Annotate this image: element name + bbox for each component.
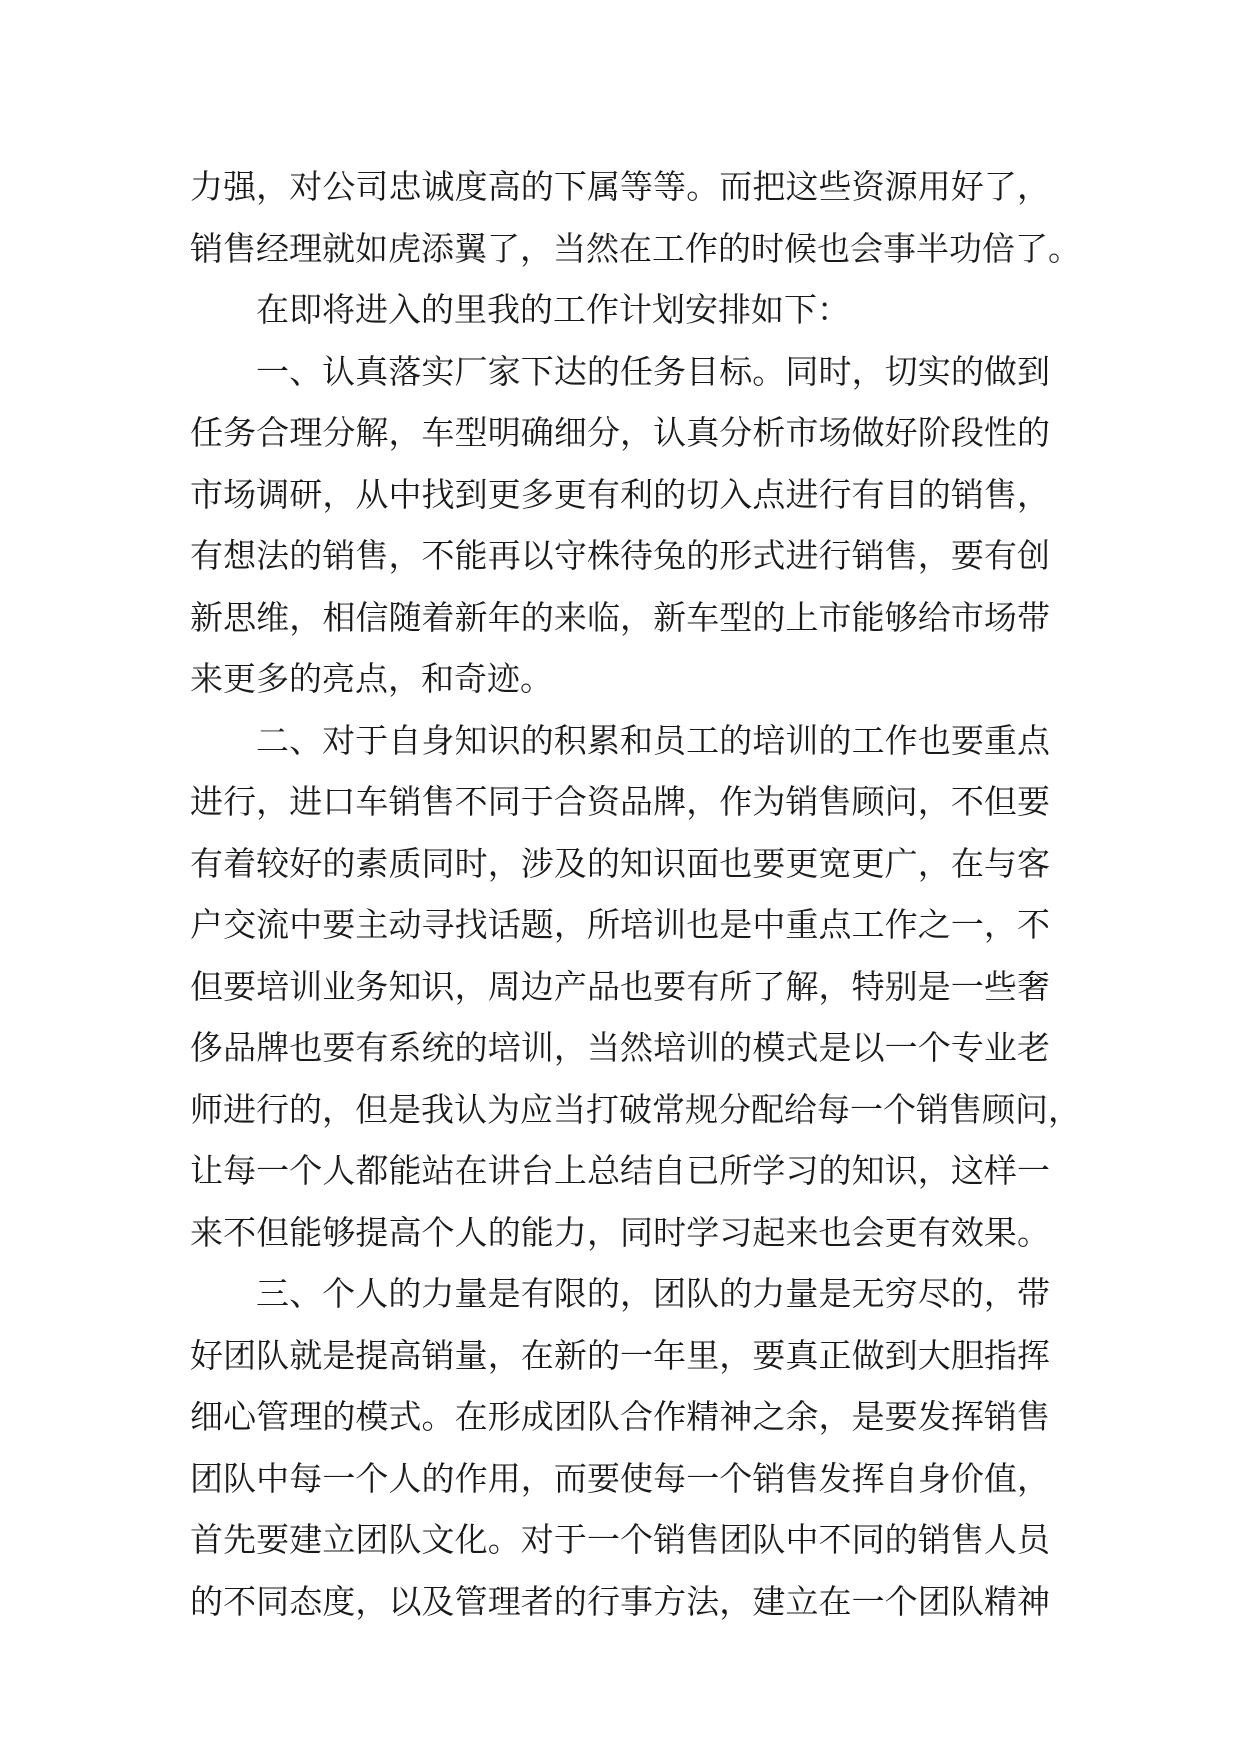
text-line: 细心管理的模式。在形成团队合作精神之余，是要发挥销售 (190, 1397, 1050, 1436)
text-line: 新思维，相信随着新年的来临，新车型的上市能够给市场带 (190, 597, 1050, 637)
text-line: 让每一个人都能站在讲台上总结自已所学习的知识，这样一 (190, 1151, 1050, 1190)
text-line: 师进行的，但是我认为应当打破常规分配给每一个销售顾问， (190, 1089, 1081, 1129)
text-line: 来不但能够提高个人的能力，同时学习起来也会更有效果。 (190, 1212, 1050, 1252)
text-line: 但要培训业务知识，周边产品也要有所了解，特别是一些奢 (190, 966, 1050, 1006)
text-line: 来更多的亮点，和奇迹。 (190, 659, 553, 698)
text-line: 在即将进入的里我的工作计划安排如下： (256, 290, 850, 329)
text-line: 任务合理分解，车型明确细分，认真分析市场做好阶段性的 (190, 413, 1050, 452)
text-line: 力强，对公司忠诚度高的下属等等。而把这些资源用好了， (190, 167, 1050, 206)
text-line: 团队中每一个人的作用，而要使每一个销售发挥自身价值， (190, 1458, 1050, 1498)
text-line: 有着较好的素质同时，涉及的知识面也要更宽更广，在与客 (190, 843, 1050, 883)
text-line: 侈品牌也要有系统的培训，当然培训的模式是以一个专业老 (190, 1028, 1050, 1067)
text-line: 的不同态度，以及管理者的行事方法，建立在一个团队精神 (190, 1581, 1050, 1621)
text-line: 二、对于自身知识的积累和员工的培训的工作也要重点 (256, 720, 1050, 760)
body-text (190, 156, 1090, 1632)
text-line: 有想法的销售，不能再以守株待兔的形式进行销售，要有创 (190, 536, 1050, 575)
text-line: 进行，进口车销售不同于合资品牌，作为销售顾问，不但要 (190, 782, 1050, 821)
text-line: 首先要建立团队文化。对于一个销售团队中不同的销售人员 (190, 1520, 1050, 1559)
text-line: 一、认真落实厂家下达的任务目标。同时，切实的做到 (256, 351, 1050, 391)
text-line: 三、个人的力量是有限的，团队的力量是无穷尽的，带 (256, 1274, 1050, 1313)
text-line: 户交流中要主动寻找话题，所培训也是中重点工作之一，不 (190, 905, 1050, 944)
text-line: 好团队就是提高销量，在新的一年里，要真正做到大胆指挥 (190, 1335, 1050, 1375)
text-line: 销售经理就如虎添翼了，当然在工作的时候也会事半功倍了。 (190, 228, 1081, 268)
text-line: 市场调研，从中找到更多更有利的切入点进行有目的销售， (190, 474, 1050, 514)
